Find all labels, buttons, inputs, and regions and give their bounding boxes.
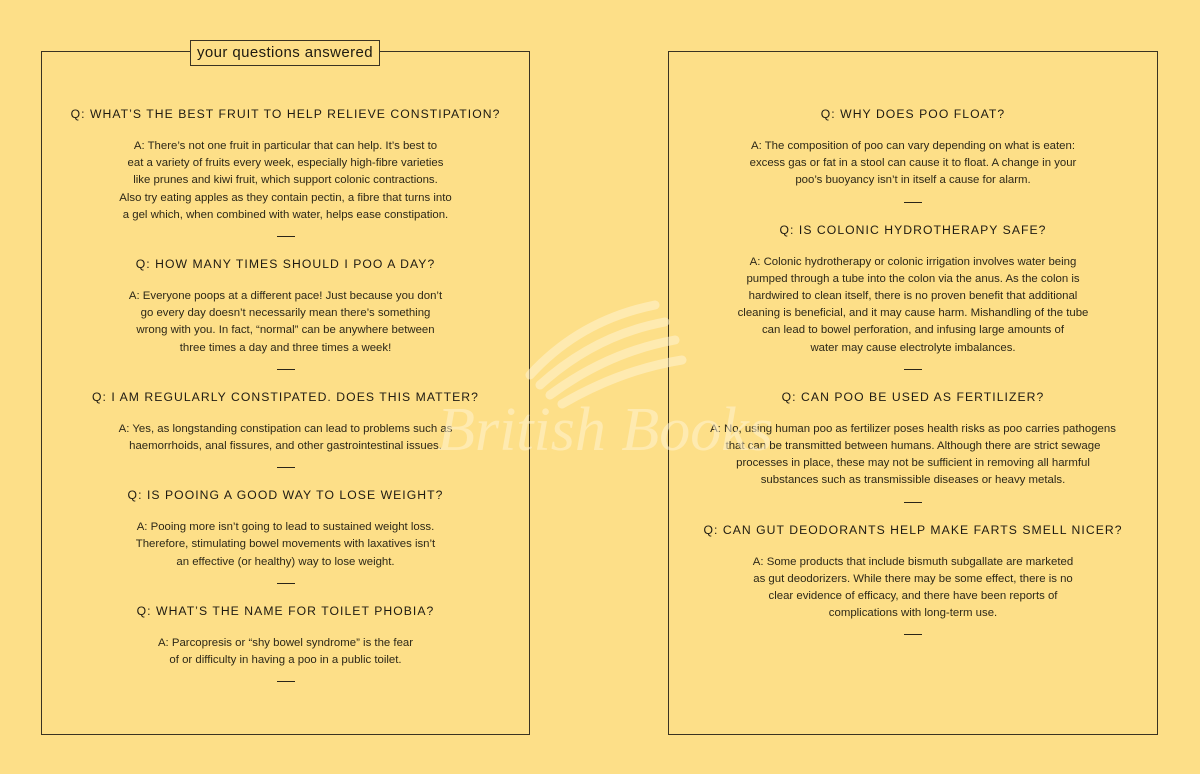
question-heading: Q: CAN GUT DEODORANTS HELP MAKE FARTS SMELL NICER? — [703, 522, 1123, 537]
answer-line: an effective (or healthy) way to lose weight. — [176, 555, 395, 568]
answer-line: poo’s buoyancy isn’t in itself a cause for alarm. — [795, 174, 1031, 187]
answer-line: water may cause electrolyte imbalances. — [810, 341, 1016, 354]
question-heading: Q: WHY DOES POO FLOAT? — [820, 107, 1006, 121]
answer-line: complications with long-term use. — [828, 607, 998, 620]
answer-line: that can be transmitted between humans. Although there are strict sewage — [725, 440, 1101, 453]
answer-line: A: Everyone poops at a different pace! Just because you don’t — [128, 290, 443, 303]
section-title: your questions answered — [190, 40, 380, 66]
answer-line: eat a variety of fruits every week, especially high-fibre varieties — [127, 157, 444, 170]
left-page-frame — [41, 51, 530, 735]
answer-line: excess gas or fat in a stool can cause it to float. A change in your — [749, 157, 1077, 170]
question-heading: Q: I AM REGULARLY CONSTIPATED. DOES THIS MATTER? — [92, 389, 479, 404]
answer-line: of or difficulty in having a poo in a public toilet. — [169, 654, 402, 667]
answer-line: as gut deodorizers. While there may be some effect, there is no — [753, 572, 1073, 585]
question-heading: Q: HOW MANY TIMES SHOULD I POO A DAY? — [135, 257, 436, 272]
answer-line: Also try eating apples as they contain pectin, a fibre that turns into — [119, 191, 452, 204]
answer-line: wrong with you. In fact, “normal” can be anywhere between — [136, 324, 435, 337]
answer-line: A: No, using human poo as fertilizer poses health risks as poo carries pathogens — [710, 422, 1116, 435]
right-qa-column — [669, 106, 1157, 654]
answer-line: A: The composition of poo can vary depending on what is eaten: — [751, 140, 1075, 152]
answer-line: clear evidence of efficacy, and there have been reports of — [768, 590, 1058, 603]
answer-line: A: Colonic hydrotherapy or colonic irrigation involves water being — [749, 255, 1077, 268]
divider-rule — [277, 681, 295, 682]
answer-line: A: Yes, as longstanding constipation can lead to problems such as — [118, 422, 453, 435]
answer-line: three times a day and three times a week! — [179, 341, 392, 354]
qa-item — [669, 389, 1157, 503]
qa-item — [42, 256, 529, 370]
answer-line: processes in place, these may not be sufficient in removing all harmful — [736, 457, 1090, 470]
answer-line: Therefore, stimulating bowel movements with laxatives isn’t — [135, 538, 436, 551]
question-heading: Q: WHAT’S THE BEST FRUIT TO HELP RELIEVE CONSTIPATION? — [70, 107, 501, 121]
divider-rule — [277, 369, 295, 370]
divider-rule — [904, 634, 922, 635]
right-page-frame — [668, 51, 1158, 735]
divider-rule — [277, 583, 295, 584]
answer-line: like prunes and kiwi fruit, which support colonic contractions. — [133, 174, 438, 187]
answer-line: cleaning is beneficial, and it may cause harm. Mishandling of the tube — [737, 307, 1089, 320]
divider-rule — [904, 202, 922, 203]
qa-item — [42, 106, 529, 237]
divider-rule — [904, 502, 922, 503]
answer-line: a gel which, when combined with water, helps ease constipation. — [122, 208, 449, 221]
answer-line: haemorrhoids, anal fissures, and other gastrointestinal issues. — [129, 440, 442, 453]
answer-line: A: Some products that include bismuth subgallate are marketed — [752, 555, 1074, 568]
qa-item — [42, 487, 529, 584]
qa-item — [669, 522, 1157, 636]
watermark-text: British Books — [437, 396, 773, 464]
divider-rule — [904, 369, 922, 370]
answer-line: hardwired to clean itself, there is no proven benefit that additional — [748, 290, 1078, 303]
question-heading: Q: IS COLONIC HYDROTHERAPY SAFE? — [779, 222, 1047, 237]
question-heading: Q: WHAT’S THE NAME FOR TOILET PHOBIA? — [136, 603, 435, 618]
answer-line: A: There’s not one fruit in particular that can help. It’s best to — [133, 140, 438, 152]
answer-line: A: Pooing more isn’t going to lead to sustained weight loss. — [136, 521, 435, 534]
answer-line: pumped through a tube into the colon via the anus. As the colon is — [746, 272, 1080, 285]
answer-line: can lead to bowel perforation, and infusing large amounts of — [761, 324, 1065, 337]
left-qa-column — [42, 106, 529, 701]
divider-rule — [277, 467, 295, 468]
qa-item — [42, 389, 529, 468]
answer-line: substances such as transmissible diseases or heavy metals. — [760, 474, 1066, 487]
qa-item — [42, 603, 529, 682]
qa-item — [669, 222, 1157, 370]
qa-item — [669, 106, 1157, 203]
question-heading: Q: IS POOING A GOOD WAY TO LOSE WEIGHT? — [127, 488, 444, 503]
question-heading: Q: CAN POO BE USED AS FERTILIZER? — [781, 389, 1045, 404]
answer-line: A: Parcopresis or “shy bowel syndrome” is the fear — [157, 636, 414, 649]
answer-line: go every day doesn’t necessarily mean there’s something — [140, 307, 431, 320]
divider-rule — [277, 236, 295, 237]
